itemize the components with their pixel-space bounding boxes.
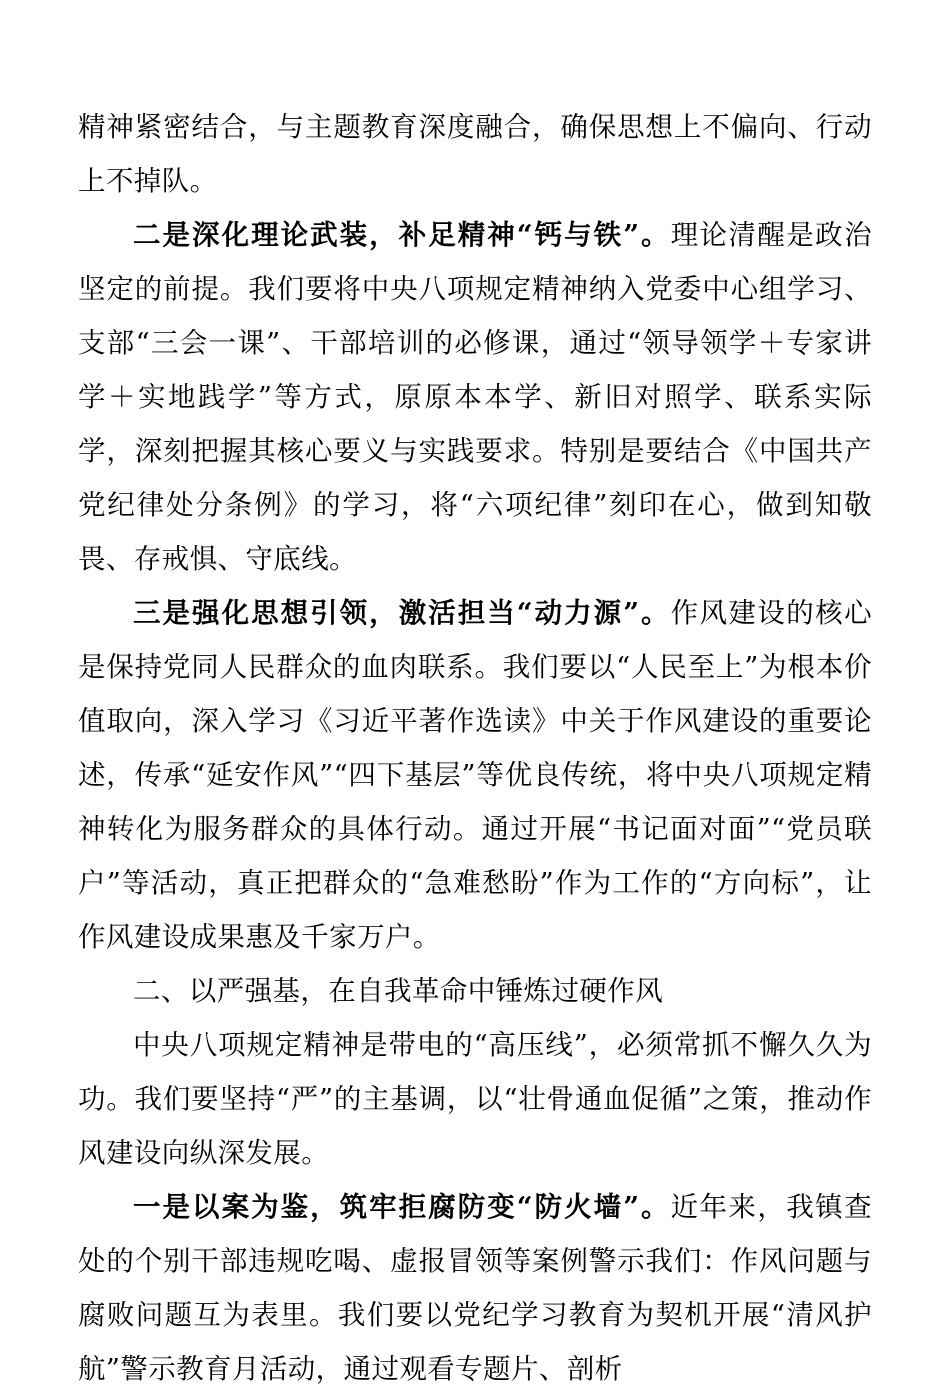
- document-body: [78, 100, 872, 1396]
- paragraph-lead: 二是深化理论武装，补足精神“钙与铁”。: [133, 219, 671, 251]
- paragraph-lead: 一是以案为鉴，筑牢拒腐防变“防火墙”。: [133, 1191, 671, 1223]
- paragraph-4: [78, 964, 872, 1018]
- paragraph-text: 理论清醒是政治坚定的前提。我们要将中央八项规定精神纳入党委中心组学习、支部“三会一课”、干部培训的必修课，通过“领导领学＋专家讲学＋实地践学”等方式，原原本本学、新旧对照学、联系实际学，深刻把握其核心要义与实践要求。特别是要结合《中国共产党纪律处分条例》的学习，将“六项纪律”刻印在心，做到知敬畏、存戒惧、守底线。: [78, 219, 872, 575]
- paragraph-text: 二、以严强基，在自我革命中锤炼过硬作风: [133, 975, 664, 1007]
- paragraph-5: [78, 1018, 872, 1180]
- paragraph-text: 近年来，我镇查处的个别干部违规吃喝、虚报冒领等案例警示我们：作风问题与腐败问题互为表里。我们要以党纪学习教育为契机开展“清风护航”警示教育月活动，通过观看专题片、剖析: [78, 1191, 872, 1385]
- paragraph-lead: 三是强化思想引领，激活担当“动力源”。: [133, 597, 671, 629]
- paragraph-6: [78, 1180, 872, 1396]
- paragraph-text: 中央八项规定精神是带电的“高压线”，必须常抓不懈久久为功。我们要坚持“严”的主基调，以“壮骨通血促循”之策，推动作风建设向纵深发展。: [78, 1029, 872, 1169]
- paragraph-2: [78, 208, 872, 586]
- paragraph-text: 作风建设的核心是保持党同人民群众的血肉联系。我们要以“人民至上”为根本价值取向，深入学习《习近平著作选读》中关于作风建设的重要论述，传承“延安作风”“四下基层”等优良传统，将中央八项规定精神转化为服务群众的具体行动。通过开展“书记面对面”“党员联户”等活动，真正把群众的“急难愁盼”作为工作的“方向标”，让作风建设成果惠及千家万户。: [78, 597, 872, 953]
- paragraph-1: [78, 100, 872, 208]
- paragraph-text: 精神紧密结合，与主题教育深度融合，确保思想上不偏向、行动上不掉队。: [78, 111, 872, 197]
- paragraph-3: [78, 586, 872, 964]
